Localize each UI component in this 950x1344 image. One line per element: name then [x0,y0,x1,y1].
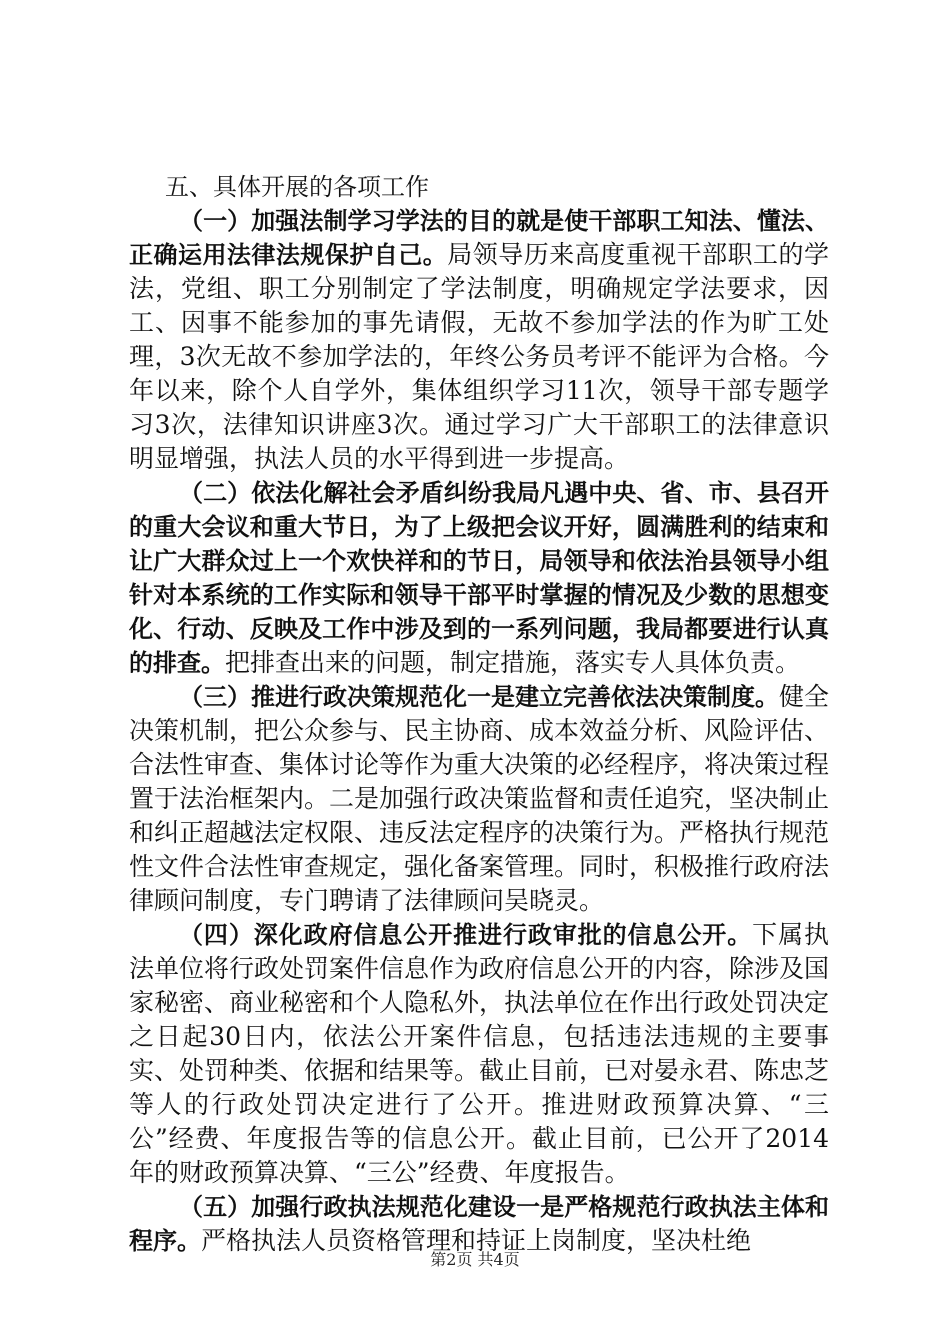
paragraph-4-body: 下属执法单位将行政处罚案件信息作为政府信息公开的内容，除涉及国家秘密、商业秘密和个人隐私外，执法单位在作出行政处罚决定之日起30日内，依法公开案件信息，包括违法违规的主要事实、处罚种类、依据和结果等。截止目前，已对晏永君、陈忠芝等人的行政处罚决定进行了公开。推进财政预算决算、“三公”经费、年度报告等的信息公开。截止目前，已公开了2014年的财政预算决算、“三公”经费、年度报告。 [129,920,830,1187]
document-body [129,170,829,1258]
paragraph-2 [129,476,829,680]
section-heading: 五、具体开展的各项工作 [165,173,429,201]
paragraph-3 [129,680,829,918]
paragraph-4-lead: （四）深化政府信息公开推进行政审批的信息公开。 [179,921,753,949]
paragraph-4 [129,918,829,1190]
paragraph-3-lead: （三）推进行政决策规范化一是建立完善依法决策制度。 [179,683,779,711]
paragraph-2-body: 把排查出来的问题，制定措施，落实专人具体负责。 [225,648,801,677]
paragraph-2-lead: （二）依法化解社会矛盾纠纷我局凡遇中央、省、市、县召开的重大会议和重大节日，为了上级把会议开好，圆满胜利的结束和让广大群众过上一个欢快祥和的节日，局领导和依法治县领导小组针对本系统的工作实际和领导干部平时掌握的情况及少数的思想变化、行动、反映及工作中涉及到的一系列问题，我局都要进行认真的排查。 [129,479,829,677]
paragraph-5-body: 严格执法人员资格管理和持证上岗制度，坚决杜绝 [201,1226,752,1255]
paragraph-1-body: 局领导历来高度重视干部职工的学法，党组、职工分别制定了学法制度，明确规定学法要求，因工、因事不能参加的事先请假，无故不参加学法的作为旷工处理，3次无故不参加学法的，年终公务员考评不能评为合格。今年以来，除个人自学外，集体组织学习11次，领导干部专题学习3次，法律知识讲座3次。通过学习广大干部职工的法律意识明显增强，执法人员的水平得到进一步提高。 [129,240,829,473]
paragraph-5-lead: （五）加强行政执法规范化建设一是严格规范行政执法主体和程序。 [129,1193,829,1255]
paragraph-3-body: 健全决策机制，把公众参与、民主协商、成本效益分析、风险评估、合法性审查、集体讨论等作为重大决策的必经程序，将决策过程置于法治框架内。二是加强行政决策监督和责任追究，坚决制止和纠正超越法定权限、违反法定程序的决策行为。严格执行规范性文件合法性审查规定，强化备案管理。同时，积极推行政府法律顾问制度，专门聘请了法律顾问吴晓灵。 [129,682,830,915]
page-footer: 第2页 共4页 [430,1250,520,1269]
paragraph-1-lead: （一）加强法制学习学法的目的就是使干部职工知法、懂法、正确运用法律法规保护自己。 [129,207,829,269]
paragraph-1 [129,204,829,476]
